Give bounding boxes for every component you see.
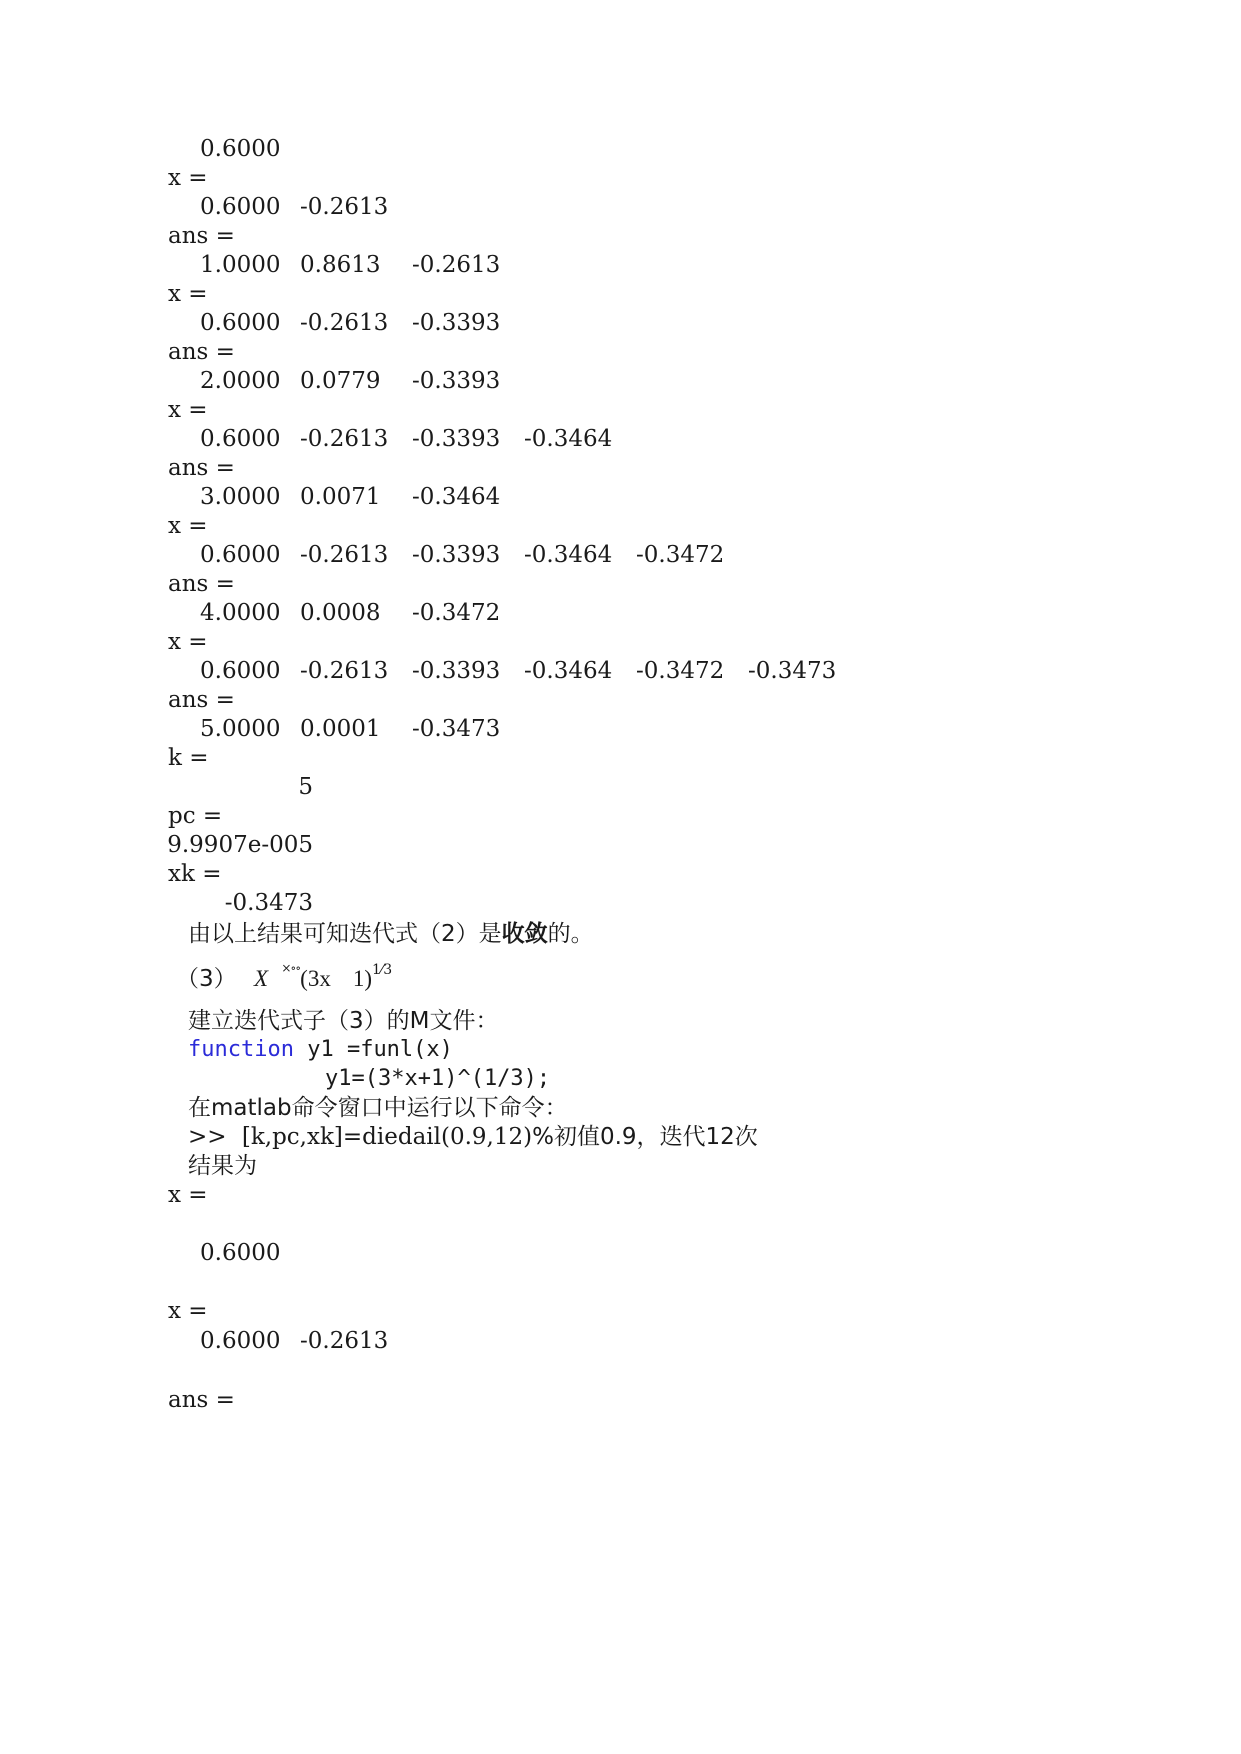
code-function-line — [188, 1034, 453, 1066]
value-cell: -0.3464 — [524, 542, 613, 568]
output-row — [0, 742, 1241, 774]
value-cell: 0.8613 — [300, 252, 381, 278]
output-row — [0, 278, 1241, 310]
value-cell: -0.2613 — [300, 542, 389, 568]
formula-3 — [176, 963, 392, 995]
command-prompt: >> — [188, 1124, 227, 1150]
conclusion-bold: 收敛 — [501, 921, 548, 947]
value-cell: 0.6000 — [200, 658, 281, 684]
value-cell: -0.3473 — [748, 658, 837, 684]
variable-label: x = — [168, 281, 208, 307]
variable-label: ans = — [168, 223, 235, 249]
formula-marks: ×∘∘ — [281, 961, 301, 975]
result-label: 结果为 — [188, 1153, 257, 1179]
value-cell: 2.0000 — [200, 368, 281, 394]
output-row — [0, 162, 1241, 194]
output-row — [0, 597, 1241, 629]
value-cell: -0.2613 — [300, 194, 389, 220]
value-cell: -0.3473 — [224, 890, 313, 916]
output-row — [0, 452, 1241, 484]
formula-tail: 1) — [352, 966, 372, 991]
output-row — [0, 423, 1241, 455]
output-row — [0, 713, 1241, 745]
value-cell: 9.9907e-005 — [167, 832, 313, 858]
conclusion-suffix: 的。 — [547, 921, 594, 947]
variable-label: ans = — [168, 339, 235, 365]
variable-label: x = — [168, 1182, 208, 1208]
value-cell: 4.0000 — [200, 600, 281, 626]
variable-label: ans = — [168, 571, 235, 597]
value-cell: -0.3464 — [524, 658, 613, 684]
variable-label: x = — [168, 629, 208, 655]
output-row — [0, 1325, 1241, 1357]
output-row — [0, 510, 1241, 542]
output-row — [0, 1179, 1241, 1211]
value-cell: -0.3472 — [636, 542, 725, 568]
value-cell: 0.0001 — [300, 716, 381, 742]
value-cell: -0.3393 — [412, 426, 501, 452]
output-row — [0, 771, 1241, 803]
variable-label: xk = — [168, 861, 222, 887]
output-row — [0, 684, 1241, 716]
output-row — [0, 481, 1241, 513]
value-cell: 0.6000 — [200, 426, 281, 452]
value-cell: -0.2613 — [300, 1328, 389, 1354]
output-row — [0, 800, 1241, 832]
code-signature: y1 =funl(x) — [293, 1037, 453, 1062]
value-cell: -0.3393 — [412, 542, 501, 568]
conclusion-prefix: 由以上结果可知迭代式（2）是 — [188, 921, 502, 947]
run-intro: 在matlab命令窗口中运行以下命令： — [188, 1095, 568, 1121]
value-cell: 5 — [298, 774, 313, 800]
command-comment: %初值0.9，迭代12次 — [532, 1124, 758, 1150]
value-cell: 1.0000 — [200, 252, 281, 278]
variable-label: x = — [168, 513, 208, 539]
formula-number: （3） — [176, 966, 237, 992]
variable-label: k = — [168, 745, 209, 771]
value-cell: 5.0000 — [200, 716, 281, 742]
output-row — [0, 394, 1241, 426]
command-line — [188, 1121, 758, 1153]
value-cell: -0.3473 — [412, 716, 501, 742]
value-cell: -0.2613 — [412, 252, 501, 278]
code-keyword: function — [188, 1037, 294, 1062]
output-row — [0, 1237, 1241, 1269]
formula-lhs: X — [253, 966, 269, 991]
formula-body: (3x — [300, 966, 331, 991]
output-row — [0, 655, 1241, 687]
value-cell: 3.0000 — [200, 484, 281, 510]
value-cell: -0.3393 — [412, 310, 501, 336]
value-cell: -0.3393 — [412, 368, 501, 394]
output-row — [0, 858, 1241, 890]
variable-label: x = — [168, 165, 208, 191]
output-row — [0, 1295, 1241, 1327]
output-row — [0, 336, 1241, 368]
code-body-line: y1=(3*x+1)^(1/3); — [325, 1066, 551, 1091]
value-cell: 0.0071 — [300, 484, 381, 510]
output-row — [0, 626, 1241, 658]
value-cell: 0.0779 — [300, 368, 381, 394]
output-row — [0, 307, 1241, 339]
value-cell: -0.3472 — [636, 658, 725, 684]
value-cell: -0.2613 — [300, 310, 389, 336]
formula-exponent: 1⁄3 — [372, 962, 393, 978]
output-row — [0, 133, 1241, 165]
variable-label: x = — [168, 397, 208, 423]
variable-label: ans = — [168, 687, 235, 713]
conclusion-line — [188, 918, 594, 950]
output-row — [0, 249, 1241, 281]
value-cell: 0.6000 — [200, 194, 281, 220]
value-cell: 0.6000 — [200, 136, 281, 162]
value-cell: 0.0008 — [300, 600, 381, 626]
variable-label: x = — [168, 1298, 208, 1324]
command-call: [k,pc,xk]=diedail(0.9,12) — [241, 1124, 533, 1150]
value-cell: 0.6000 — [200, 1328, 281, 1354]
output-row — [0, 365, 1241, 397]
variable-label: ans = — [168, 455, 235, 481]
variable-label: ans = — [168, 1387, 235, 1413]
output-row — [0, 220, 1241, 252]
value-cell: -0.3464 — [524, 426, 613, 452]
variable-label: pc = — [168, 803, 223, 829]
output-row — [0, 191, 1241, 223]
value-cell: 0.6000 — [200, 1240, 281, 1266]
value-cell: -0.3472 — [412, 600, 501, 626]
output-row — [0, 1384, 1241, 1416]
output-row — [0, 829, 1241, 861]
value-cell: -0.3464 — [412, 484, 501, 510]
value-cell: 0.6000 — [200, 542, 281, 568]
output-row — [0, 539, 1241, 571]
mfile-intro: 建立迭代式子（3）的M文件： — [188, 1008, 499, 1034]
value-cell: -0.2613 — [300, 658, 389, 684]
output-row — [0, 887, 1241, 919]
value-cell: -0.3393 — [412, 658, 501, 684]
output-row — [0, 568, 1241, 600]
value-cell: 0.6000 — [200, 310, 281, 336]
value-cell: -0.2613 — [300, 426, 389, 452]
